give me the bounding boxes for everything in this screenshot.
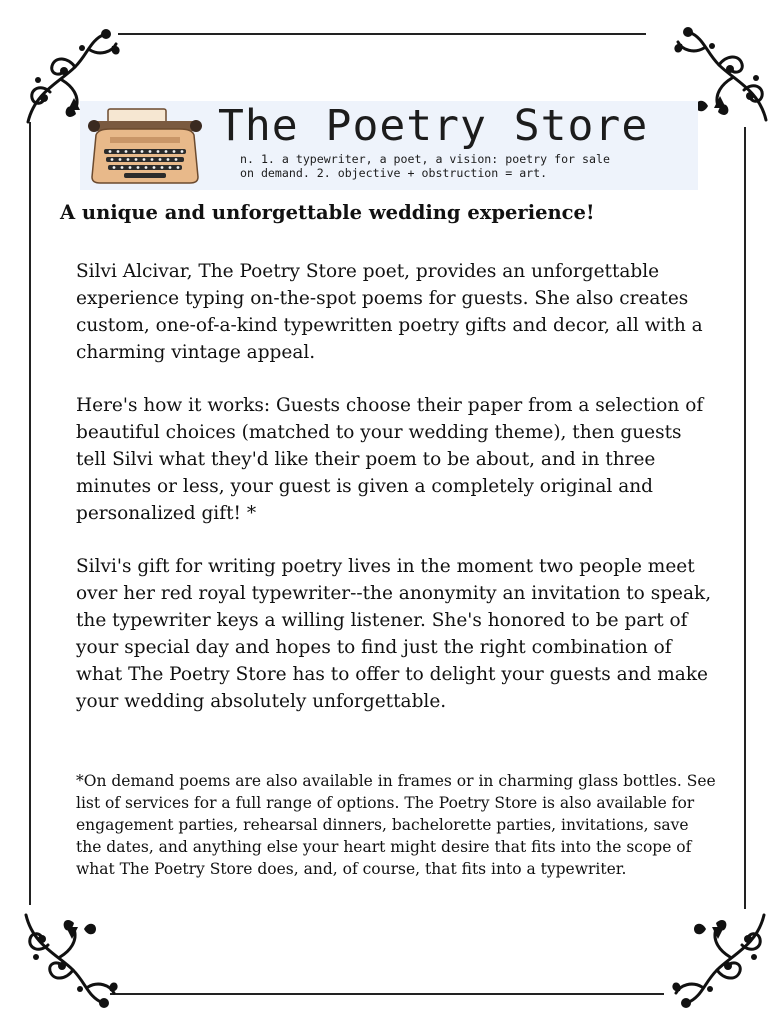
paragraph-poet-gift: Silvi's gift for writing poetry lives in the moment two people meet over her red royal typewriter--the anonymity an invitation to speak, the typewriter keys a willing listener. She's honored to be part of your special day and hopes to find just the right combination of what The Poetry Store has to offer to delight your guests and make your wedding absolutely unforgettable. (76, 556, 712, 712)
left-border-rule (29, 122, 31, 905)
top-border-rule (118, 33, 646, 35)
paragraph-how-it-works: Here's how it works: Guests choose their paper from a selection of beautiful choices (matched to your wedding theme), then guests tell Silvi what they'd like their poem to be about, and in three minutes or less, your guest is given a completely original and personalized gift! * (76, 395, 704, 524)
paragraph-intro: Silvi Alcivar, The Poetry Store poet, provides an unforgettable experience typing on-the-spot poems for guests. She also creates custom, one-of-a-kind typewritten poetry gifts and decor, all with a charming vintage appeal. (76, 261, 703, 363)
bottom-border-rule (110, 993, 664, 995)
brand-title: The Poetry Store (218, 101, 649, 151)
page-headline: A unique and unforgettable wedding experience! (60, 201, 595, 224)
body-text (76, 258, 716, 741)
footnote: *On demand poems are also available in frames or in charming glass bottles. See list of services for a full range of options. The Poetry Store is also available for engagement parties, rehearsal dinners, bachelorette parties, invitations, save the dates, and anything else your heart might desire that fits into the scope of what The Poetry Store does, and, of course, that fits into a typewriter. (76, 772, 716, 878)
poetry-store-banner (80, 101, 698, 190)
corner-flourish-icon (662, 905, 770, 1015)
corner-flourish-icon (18, 905, 128, 1015)
brand-definition: n. 1. a typewriter, a poet, a vision: poetry for sale on demand. 2. objective + obstruction = art. (240, 152, 610, 180)
right-border-rule (744, 127, 746, 909)
typewriter-icon (86, 107, 204, 187)
